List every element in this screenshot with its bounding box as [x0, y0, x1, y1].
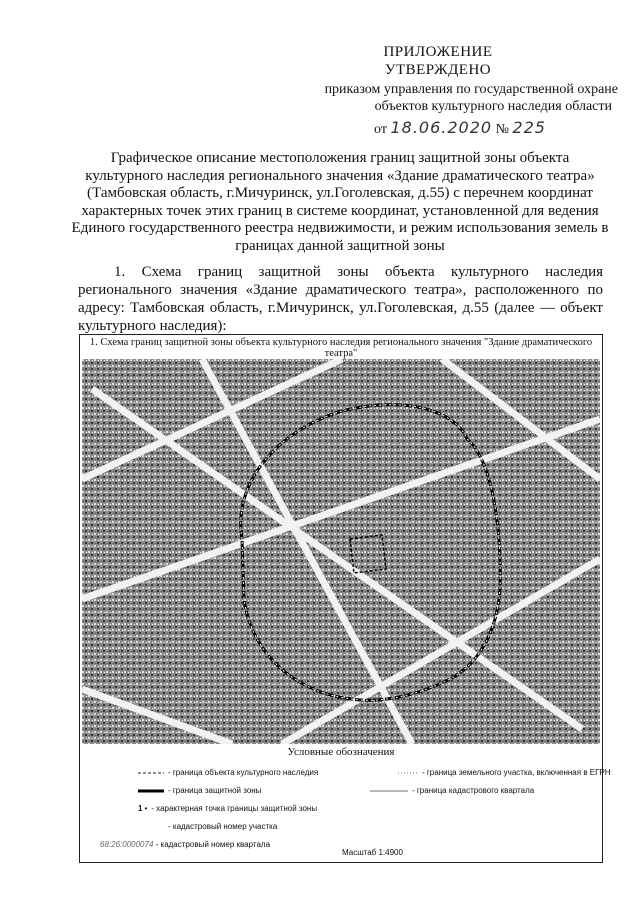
map-frame	[79, 334, 611, 863]
legend-item-object-boundary: - граница объекта культурного наследия	[138, 768, 318, 777]
thin-dashed-line-icon	[398, 770, 418, 776]
document-title: Графическое описание местоположения границ защитной зоны объекта культурного наследия регионального значения «Здание драматического театра» (Тамбовская область, г.Мичуринск, ул.Гоголевская, д.55) с перечнем координат характерных точек этих границ в системе координат, установленной для ведения Единого государственного реестра недвижимости, и режим использования земель в границах данной защитной зоны	[71, 150, 609, 254]
number-sign: №	[495, 122, 509, 137]
legend-item-parcel-number: - кадастровый номер участка	[138, 822, 277, 831]
approved-label: УТВЕРЖДЕНО	[384, 62, 492, 78]
legend-item-zone-boundary: - граница защитной зоны	[138, 786, 261, 795]
legend-item-quarter-number: 68:26:0000074 - кадастровый номер квартала	[100, 840, 271, 849]
blank-mark-icon	[138, 824, 164, 830]
legend-item-land-parcel: - граница земельного участка, включенная в ЕГРН	[398, 768, 611, 777]
legend-title: Условные обозначения	[287, 746, 395, 758]
point-dot-icon: •	[144, 804, 148, 814]
map-heading: 1. Схема границ защитной зоны объекта культурного наследия регионального значения "Здание драматического театра"	[89, 337, 593, 359]
thin-line-icon	[370, 788, 408, 794]
legend-item-point: 1 • - характерная точка границы защитной зоны	[138, 804, 318, 814]
appendix-label: ПРИЛОЖЕНИЕ	[383, 44, 493, 60]
dashed-line-icon	[138, 770, 164, 776]
map-scale: Масштаб 1:4900	[342, 848, 403, 857]
order-line-2: объектов культурного наследия области	[374, 99, 612, 114]
point-sample-label: 1	[138, 804, 143, 813]
cadastral-sample-label: 68:26:0000074	[100, 840, 154, 849]
order-date-line	[360, 118, 560, 138]
legend-item-quarter-boundary: - граница кадастрового квартала	[370, 786, 534, 795]
date-prefix: от	[374, 122, 387, 137]
handwritten-date: 18.06.2020	[390, 118, 493, 137]
map-legend	[80, 746, 611, 862]
section-1-text: 1. Схема границ защитной зоны объекта культурного наследия регионального значения «Здание драматического театра», расположенного по адресу: Тамбовская область, г.Мичуринск, ул.Гоголевская, д.55 (далее — объект культурного наследия):	[78, 264, 603, 334]
thick-line-icon	[138, 788, 164, 794]
handwritten-number: 225	[512, 118, 546, 137]
cadastral-map	[82, 359, 600, 744]
order-line-1: приказом управления по государственной охране	[324, 82, 618, 97]
